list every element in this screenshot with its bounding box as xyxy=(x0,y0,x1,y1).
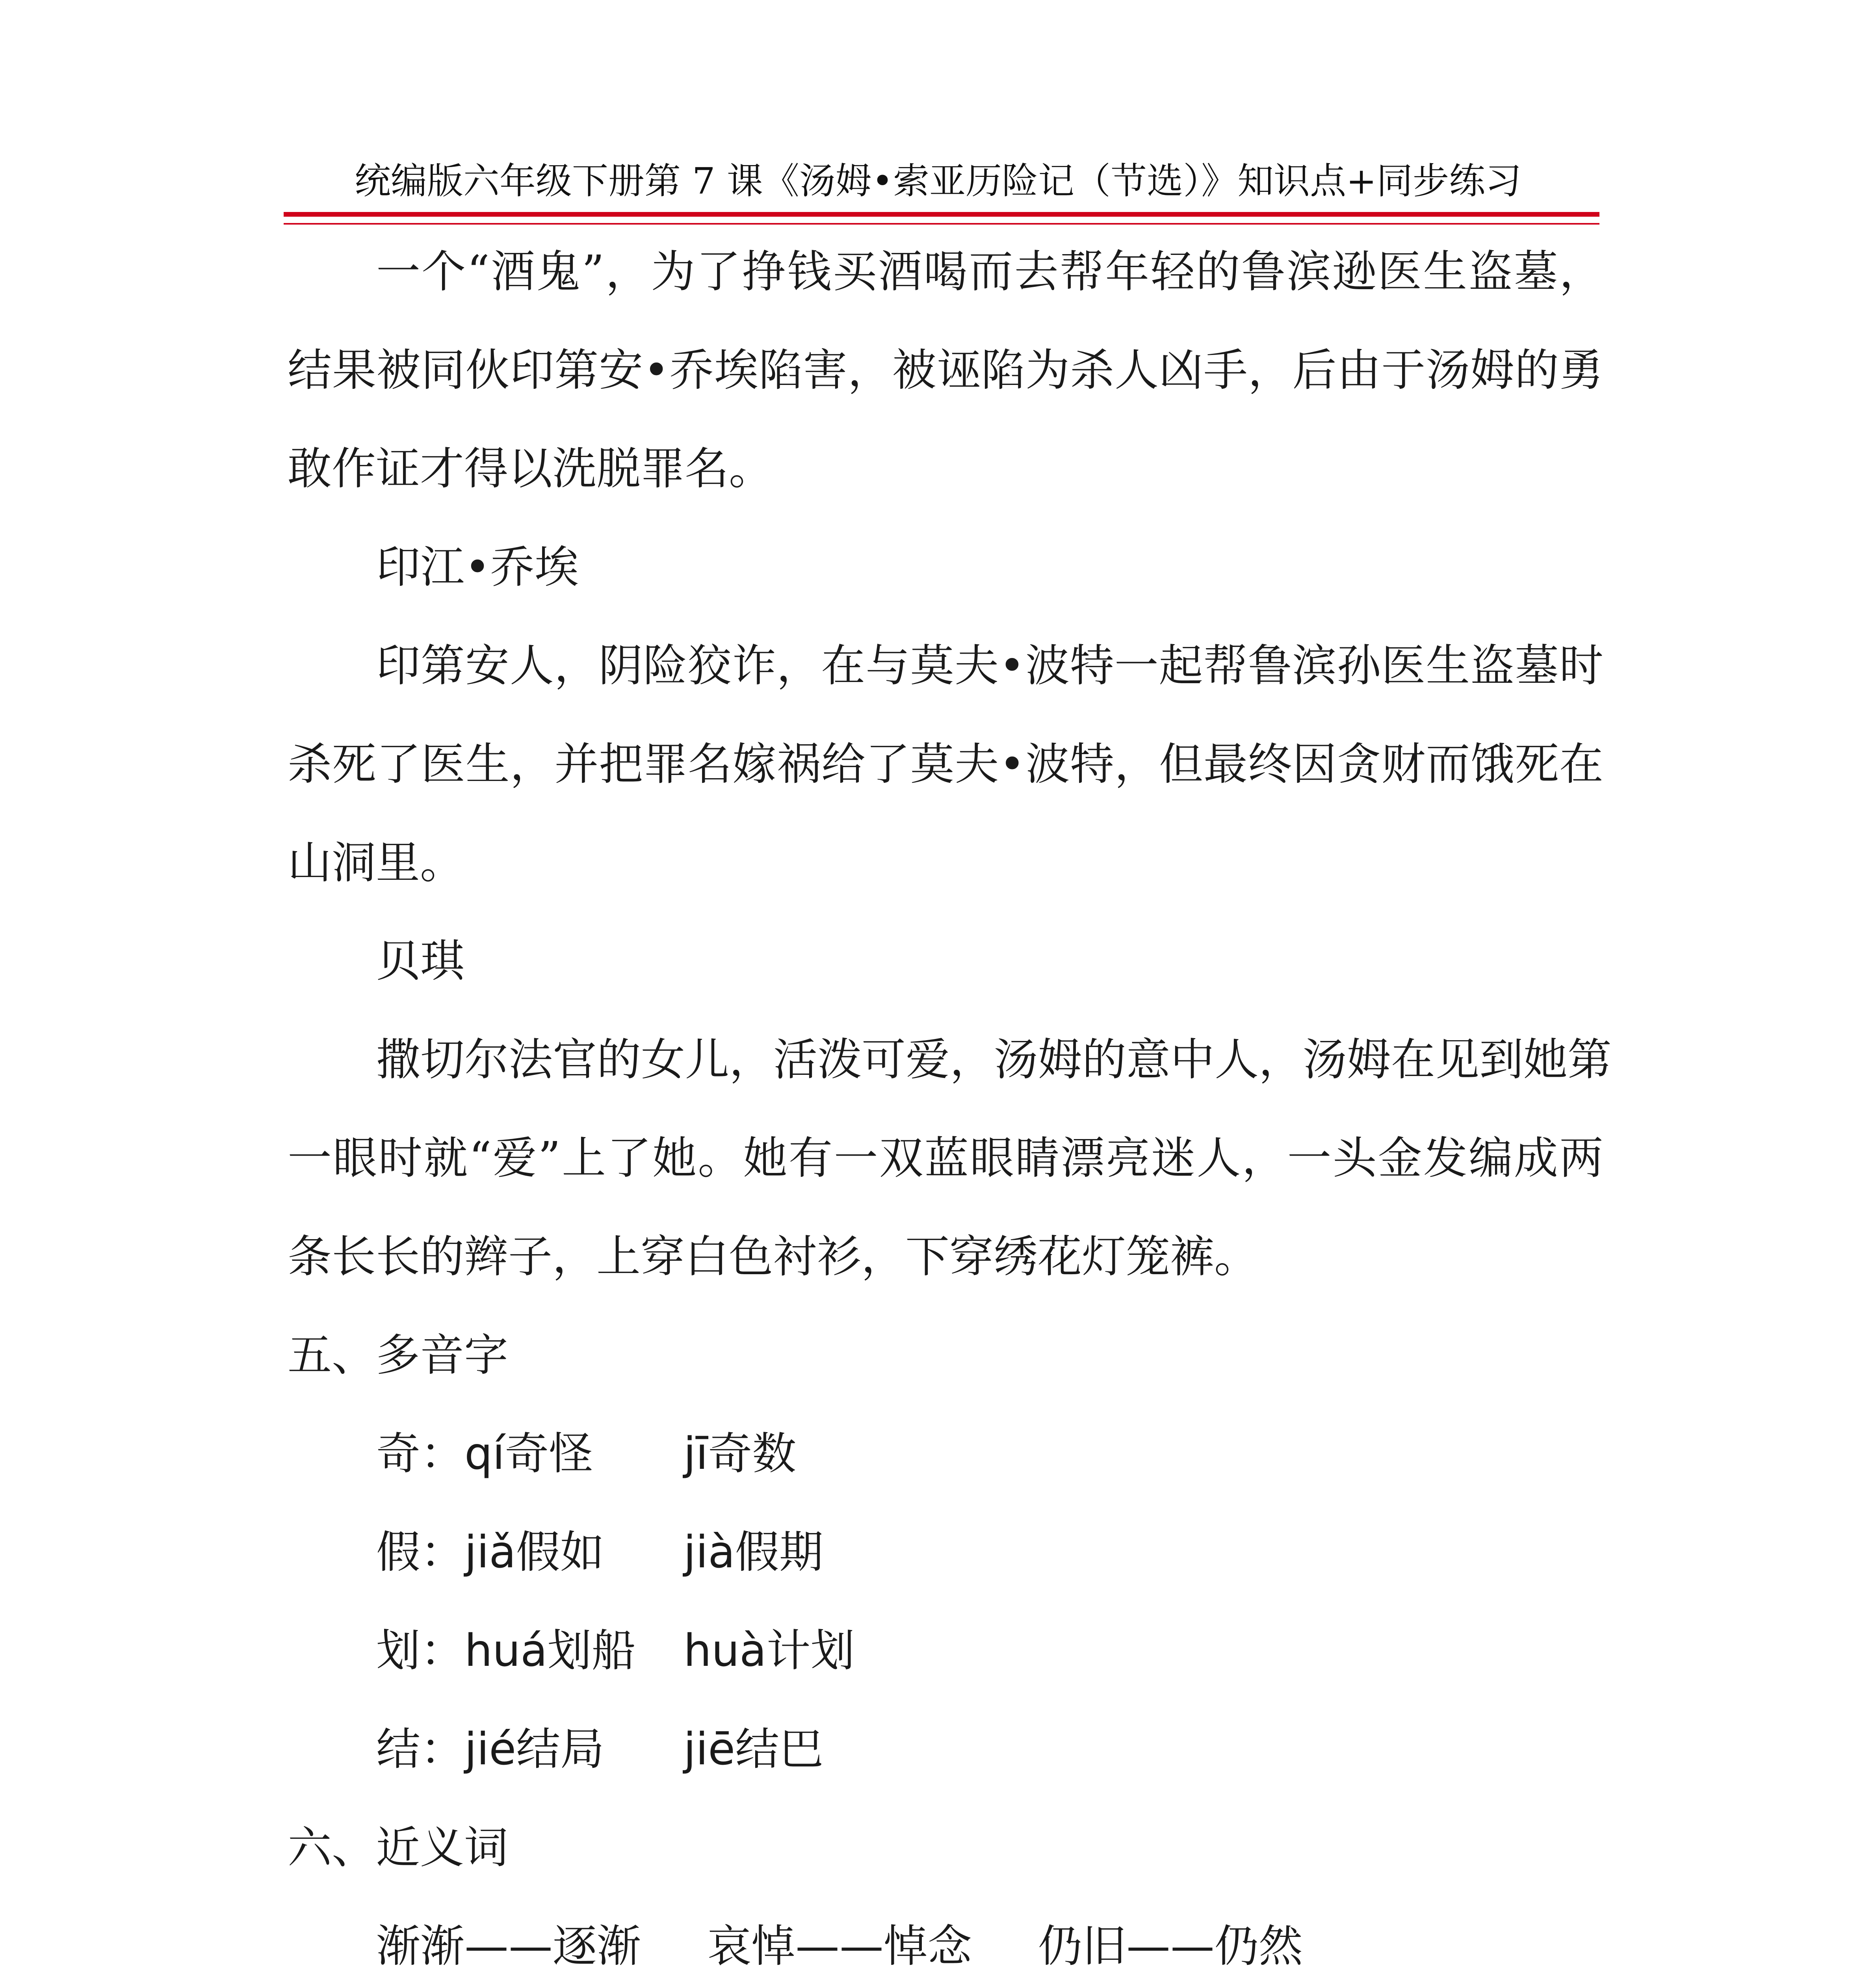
polyphonic-cell: jià假期 xyxy=(684,1527,823,1578)
paragraph-line: 结果被同伙印第安•乔埃陷害，被诬陷为杀人凶手，后由于汤姆的勇 xyxy=(288,345,1603,396)
paragraph-line: 撒切尔法官的女儿，活泼可爱，汤姆的意中人，汤姆在见到她第 xyxy=(376,1034,1612,1085)
paragraph-line: 一个“酒鬼”，为了挣钱买酒喝而去帮年轻的鲁滨逊医生盗墓， xyxy=(376,246,1603,297)
character-name: 贝琪 xyxy=(376,936,464,987)
synonym-pair: 渐渐——逐渐 xyxy=(376,1921,641,1970)
synonym-pair: 哀悼——悼念 xyxy=(707,1921,972,1970)
polyphonic-cell: 划：huá划船 xyxy=(376,1625,636,1676)
paragraph-line: 一眼时就“爱”上了她。她有一双蓝眼睛漂亮迷人，一头金发编成两 xyxy=(288,1133,1603,1184)
section-title-synonyms: 六、近义词 xyxy=(288,1822,508,1873)
polyphonic-cell: 假：jiǎ假如 xyxy=(376,1527,604,1578)
paragraph-line: 条长长的辫子，上穿白色衬衫，下穿绣花灯笼裤。 xyxy=(288,1231,1258,1282)
polyphonic-cell: huà计划 xyxy=(684,1625,855,1676)
polyphonic-cell: jiē结巴 xyxy=(684,1724,824,1775)
paragraph-line: 山洞里。 xyxy=(288,837,464,888)
paragraph-line: 印第安人，阴险狡诈，在与莫夫•波特一起帮鲁滨孙医生盗墓时 xyxy=(376,640,1603,691)
document-header-title: 统编版六年级下册第 7 课《汤姆•索亚历险记（节选）》知识点+同步练习 xyxy=(354,160,1522,202)
section-title-polyphonic: 五、多音字 xyxy=(288,1330,508,1381)
polyphonic-cell: jī奇数 xyxy=(684,1428,797,1479)
synonym-pair: 仍旧——仍然 xyxy=(1038,1921,1303,1970)
paragraph-line: 杀死了医生，并把罪名嫁祸给了莫夫•波特，但最终因贪财而饿死在 xyxy=(288,739,1603,790)
polyphonic-cell: 结：jié结局 xyxy=(376,1724,605,1775)
header-rule-thick xyxy=(284,212,1599,217)
polyphonic-cell: 奇：qí奇怪 xyxy=(376,1428,593,1479)
character-name: 印江•乔埃 xyxy=(376,542,579,593)
paragraph-line: 敢作证才得以洗脱罪名。 xyxy=(288,443,773,494)
header-rule-thin xyxy=(284,223,1599,225)
